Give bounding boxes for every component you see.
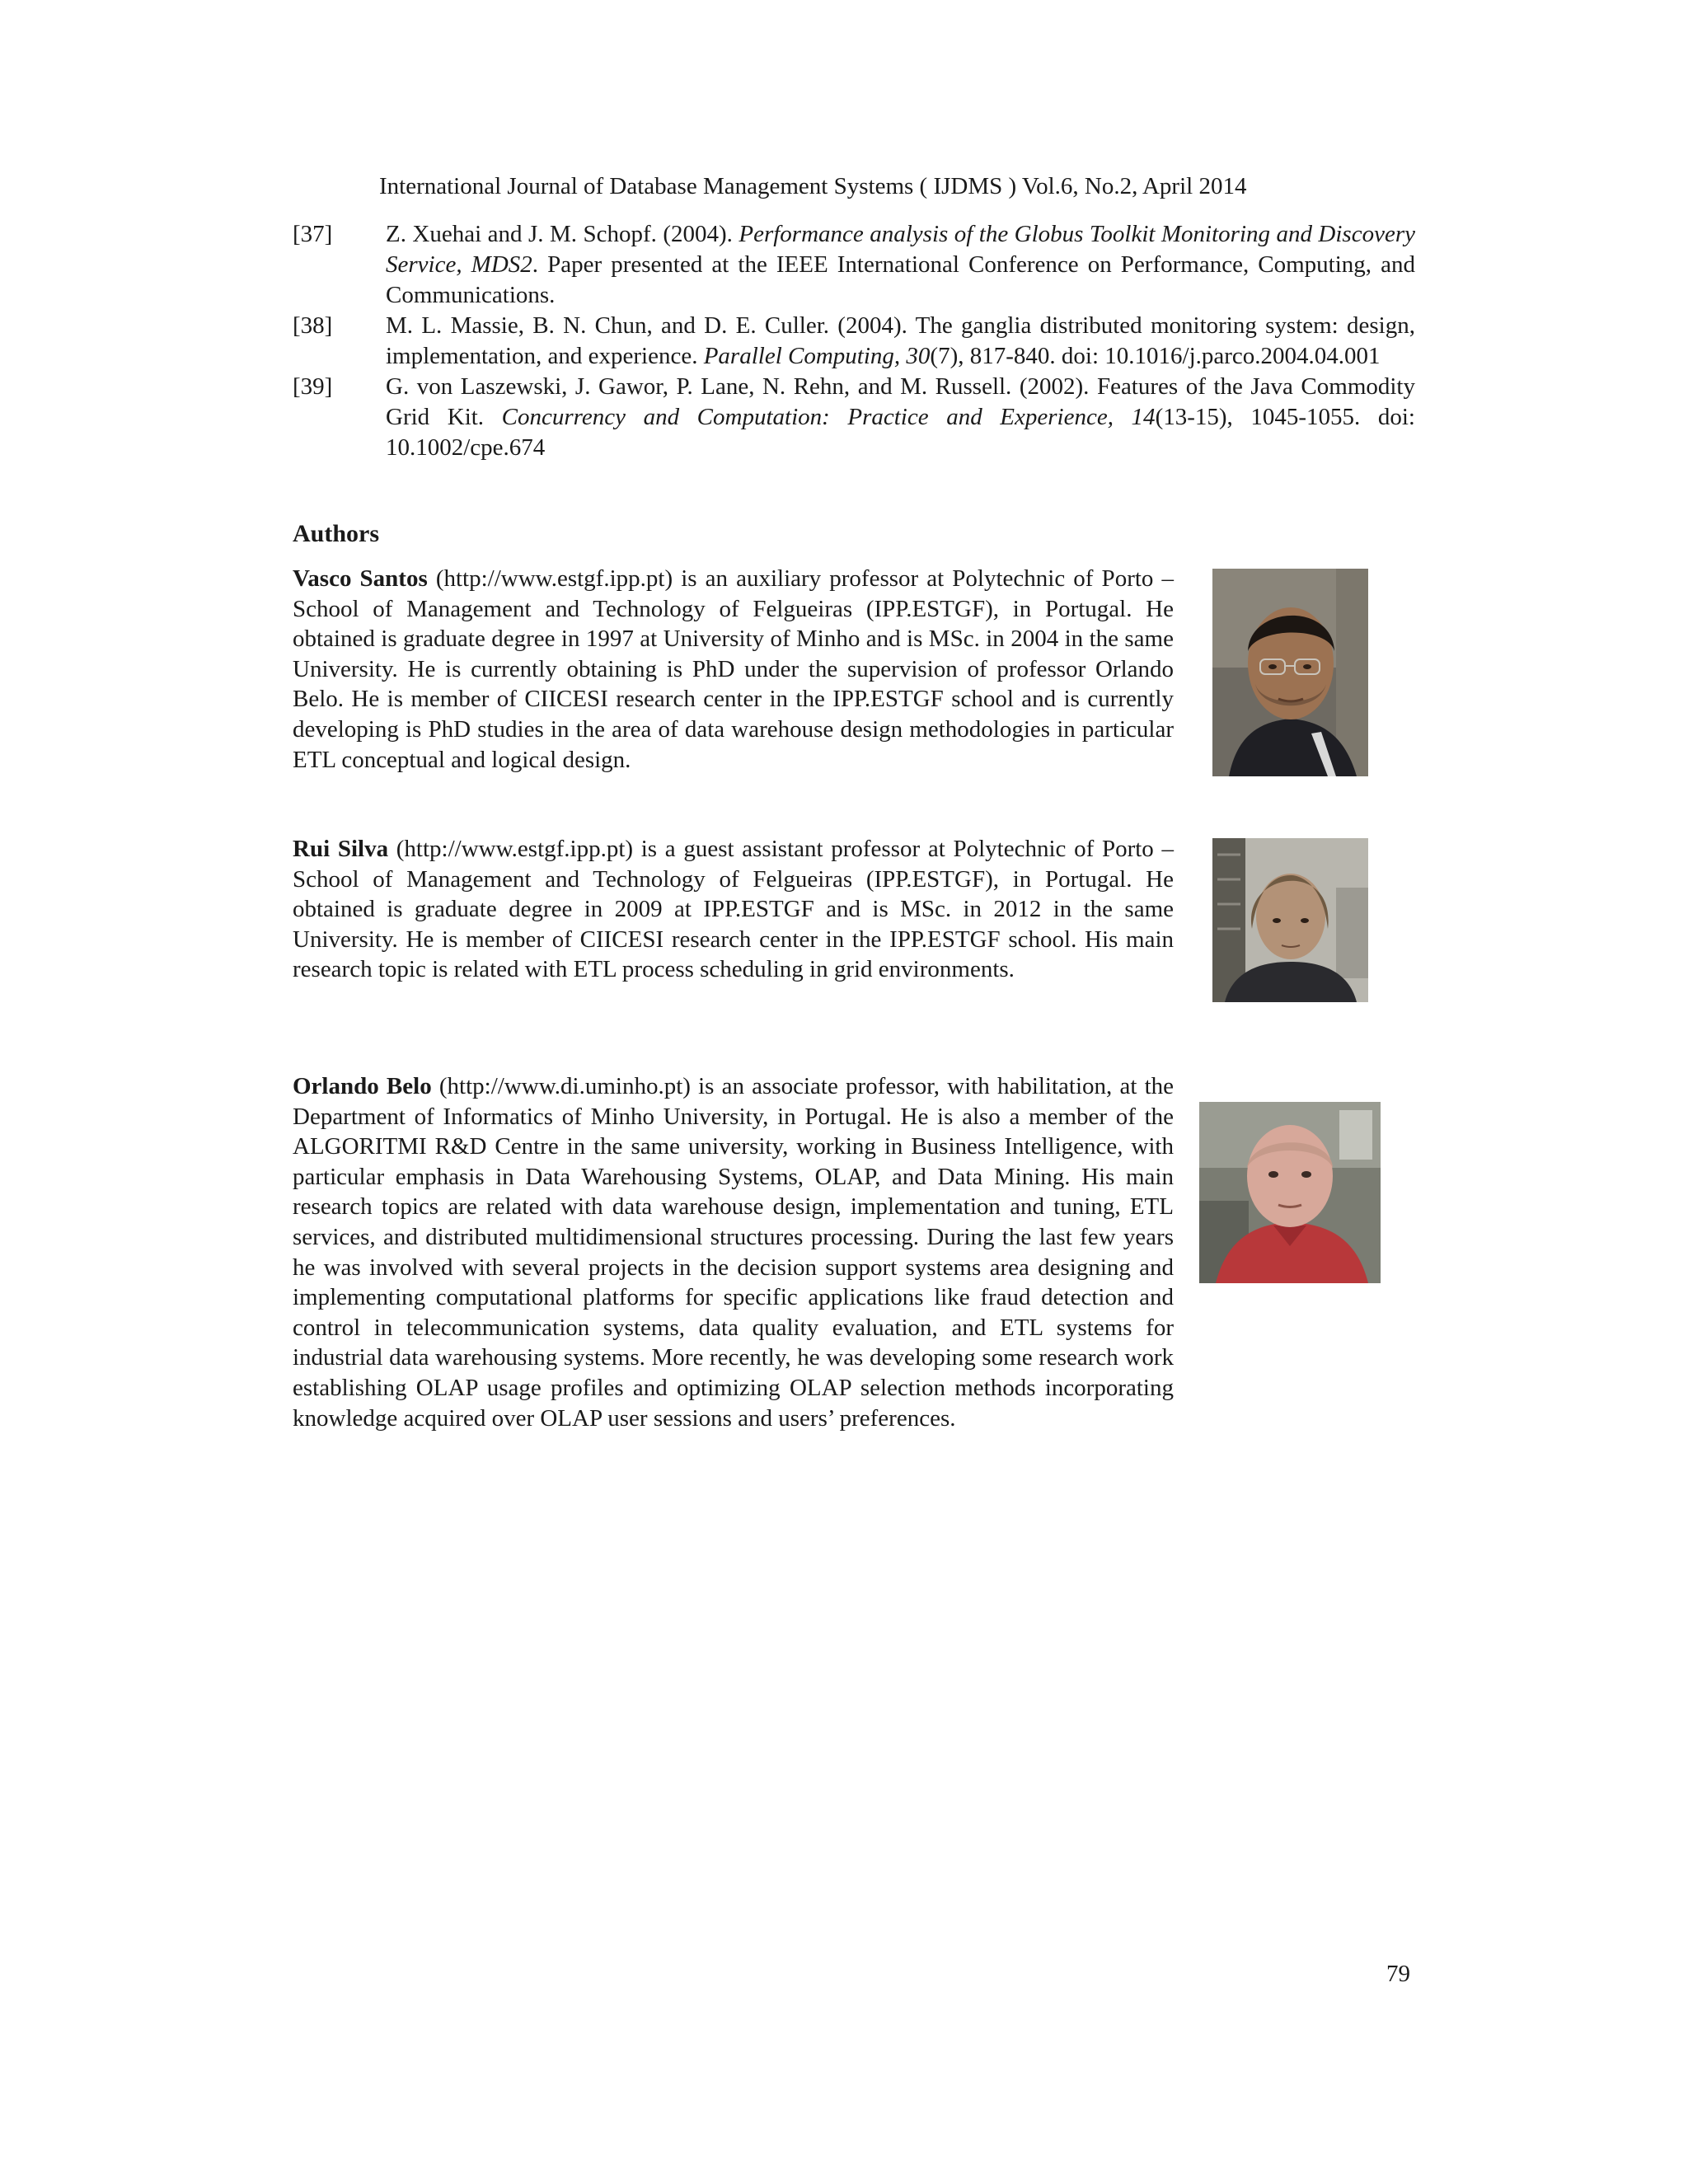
- page-number: 79: [1386, 1961, 1410, 1987]
- reference-number: [37]: [293, 221, 333, 247]
- running-header: International Journal of Database Management Systems ( IJDMS ) Vol.6, No.2, April 2014: [379, 173, 1247, 199]
- reference-list: [293, 219, 1415, 463]
- reference-details: . Paper presented at the IEEE International Conference on Performance, Computing, and Communications.: [386, 251, 1415, 308]
- author-name: Rui Silva: [293, 836, 389, 862]
- reference-title: Performance analysis of the Globus Toolkit Monitoring and Discovery Service, MDS2: [386, 221, 1415, 278]
- reference-number: [39]: [293, 373, 333, 400]
- author-description: (http://www.estgf.ipp.pt) is an auxiliary professor at Polytechnic of Porto – School of Management and Technology of Felgueiras (IPP.ESTGF), in Portugal. He obtained is graduate degree in 1997 at University of Minho and is MSc. in 2004 in the same University. He is currently obtaining is PhD under the supervision of professor Orlando Belo. He is member of CIICESI research center in the IPP.ESTGF school and is currently developing is PhD studies in the area of data warehouse design methodologies in particular ETL conceptual and logical design.: [293, 565, 1174, 773]
- reference-authors: M. L. Massie, B. N. Chun, and D. E. Culler. (2004). The ganglia distributed monitoring system: design, implementation, and experience.: [386, 312, 1415, 369]
- author-photo: [1212, 838, 1368, 1002]
- reference-item: [293, 372, 1415, 463]
- author-description: (http://www.di.uminho.pt) is an associate professor, with habilitation, at the Department of Informatics of Minho University, in Portugal. He is also a member of the ALGORITMI R&D Centre in the same university, working in Business Intelligence, with particular emphasis in Data Warehousing Systems, OLAP, and Data Mining. His main research topics are related with data warehouse design, implementation and tuning, ETL services, and distributed multidimensional structures processing. During the last few years he was involved with several projects in the decision support systems area designing and implementing computational platforms for specific applications like fraud detection and control in telecommunication systems, data quality evaluation, and ETL systems for industrial data warehousing systems. More recently, he was developing some research work establishing OLAP usage profiles and optimizing OLAP selection methods incorporating knowledge acquired over OLAP user sessions and users’ preferences.: [293, 1073, 1174, 1432]
- author-bio: [293, 834, 1174, 985]
- author-photo: [1199, 1102, 1381, 1283]
- reference-authors: G. von Laszewski, J. Gawor, P. Lane, N. Rehn, and M. Russell. (2002). Features of the Java Commodity Grid Kit.: [386, 373, 1415, 430]
- reference-text: [386, 311, 1415, 372]
- author-bio: [293, 564, 1174, 775]
- reference-text: [386, 219, 1415, 311]
- reference-item: [293, 311, 1415, 372]
- author-name: Vasco Santos: [293, 565, 428, 592]
- authors-heading: Authors: [293, 520, 380, 547]
- author-description: (http://www.estgf.ipp.pt) is a guest assistant professor at Polytechnic of Porto – School of Management and Technology of Felgueiras (IPP.ESTGF), in Portugal. He obtained is graduate degree in 2009 at IPP.ESTGF and is MSc. in 2012 in the same University. He is member of CIICESI research center in the IPP.ESTGF school. His main research topic is related with ETL process scheduling in grid environments.: [293, 836, 1174, 983]
- reference-journal: Concurrency and Computation: Practice and Experience, 14: [501, 404, 1156, 430]
- reference-details: (13-15), 1045-1055. doi: 10.1002/cpe.674: [386, 404, 1415, 461]
- reference-item: [293, 219, 1415, 311]
- author-photo: [1212, 569, 1368, 776]
- reference-journal: Parallel Computing, 30: [703, 343, 931, 369]
- reference-authors: Z. Xuehai and J. M. Schopf. (2004).: [386, 221, 739, 247]
- author-name: Orlando Belo: [293, 1073, 432, 1099]
- reference-number: [38]: [293, 312, 333, 339]
- author-bio: [293, 1071, 1174, 1433]
- reference-text: [386, 372, 1415, 463]
- reference-details: (7), 817-840. doi: 10.1016/j.parco.2004.04.001: [930, 343, 1381, 369]
